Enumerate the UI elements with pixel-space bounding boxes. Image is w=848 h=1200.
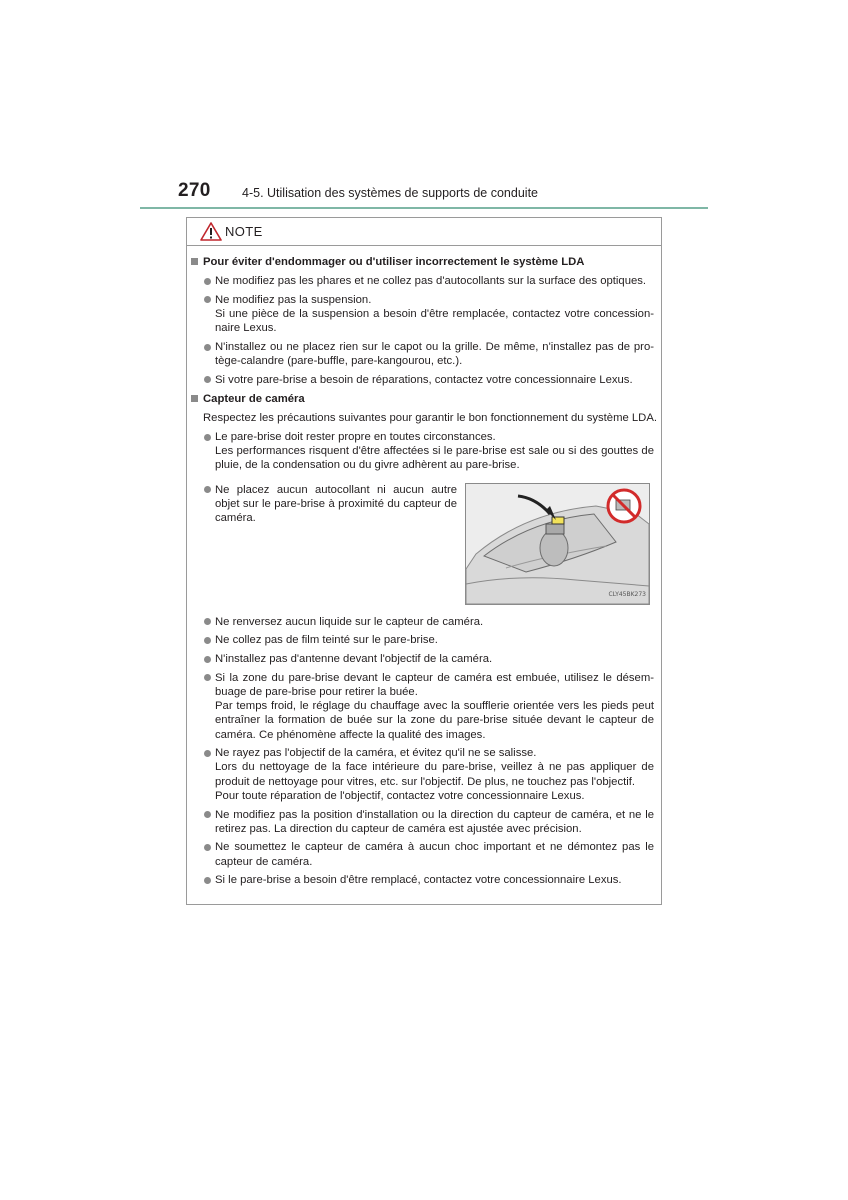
list-item: Ne soumettez le capteur de caméra à aucun choc important et ne démontez pas le capteur de caméra. (190, 840, 660, 868)
round-bullet-icon (204, 376, 211, 383)
illustration-row (190, 483, 660, 609)
list-item: Ne collez pas de film teinté sur le pare-brise. (190, 633, 660, 647)
list-item: Le pare-brise doit rester propre en toutes circonstances. Les performances risquent d'être affectées si le pare-brise est sale ou si des gouttes de pluie, de la condensation ou du givre adhèrent au pare-brise. (190, 430, 660, 473)
list-item: Ne modifiez pas les phares et ne collez pas d'autocollants sur la surface des optiques. (190, 274, 660, 288)
list-item: N'installez pas d'antenne devant l'objectif de la caméra. (190, 652, 660, 666)
page-number: 270 (178, 180, 211, 201)
list-item: Si votre pare-brise a besoin de réparations, contactez votre concessionnaire Lexus. (190, 373, 660, 387)
note-box (186, 217, 662, 905)
round-bullet-icon (204, 296, 211, 303)
list-item: N'installez ou ne placez rien sur le capot ou la grille. De même, n'installez pas de pro-tège-calandre (pare-buffle, pare-kangourou, etc.). (190, 340, 660, 368)
list-item: Ne modifiez pas la suspension. Si une pièce de la suspension a besoin d'être remplacée, contactez votre concession-naire Lexus. (190, 293, 660, 336)
car-windshield-drawing (466, 484, 649, 604)
illustration-code: CLY45BK273 (608, 591, 646, 599)
round-bullet-icon (204, 811, 211, 818)
round-bullet-icon (204, 674, 211, 681)
note-label: NOTE (225, 224, 263, 239)
round-bullet-icon (204, 344, 211, 351)
list-item: Ne placez aucun autocollant ni aucun autre objet sur le pare-brise à proximité du capteur de caméra. (190, 483, 457, 526)
list-item: Si la zone du pare-brise devant le capteur de caméra est embuée, utilisez le désem-buage de pare-brise pour retirer la buée. Par temps froid, le réglage du chauffage avec la soufflerie orientée vers les pieds peut entraîner la formation de buée sur la zone du pare-brise située devant le capteur de caméra. Ce phénomène affecte la qualité des images. (190, 671, 660, 742)
round-bullet-icon (204, 750, 211, 757)
round-bullet-icon (204, 877, 211, 884)
list-item: Ne renversez aucun liquide sur le capteur de caméra. (190, 615, 660, 629)
section-heading: Capteur de caméra (190, 392, 660, 406)
round-bullet-icon (204, 656, 211, 663)
round-bullet-icon (204, 434, 211, 441)
section-title: 4-5. Utilisation des systèmes de supports de conduite (242, 186, 538, 200)
header-divider (140, 207, 708, 209)
intro-text: Respectez les précautions suivantes pour garantir le bon fonctionnement du système LDA. (203, 411, 658, 424)
round-bullet-icon (204, 844, 211, 851)
round-bullet-icon (204, 278, 211, 285)
list-item: Si le pare-brise a besoin d'être remplacé, contactez votre concessionnaire Lexus. (190, 873, 660, 887)
round-bullet-icon (204, 618, 211, 625)
note-content (190, 255, 660, 892)
list-item: Ne rayez pas l'objectif de la caméra, et évitez qu'il ne se salisse. Lors du nettoyage de la face intérieure du pare-brise, veillez à ne pas appliquer de produit de nettoyage pour vitres, etc. sur l'objectif. De plus, ne touchez pas l'objectif. Pour toute réparation de l'objectif, contactez votre concessionnaire Lexus. (190, 746, 660, 803)
round-bullet-icon (204, 637, 211, 644)
note-header (187, 218, 661, 246)
section-heading: Pour éviter d'endommager ou d'utiliser incorrectement le système LDA (190, 255, 660, 269)
windshield-illustration (465, 483, 650, 605)
square-bullet-icon (191, 258, 198, 265)
warning-triangle-icon (200, 222, 222, 241)
square-bullet-icon (191, 395, 198, 402)
list-item: Ne modifiez pas la position d'installation ou la direction du capteur de caméra, et ne le retirez pas. La direction du capteur de caméra est ajustée avec précision. (190, 808, 660, 836)
